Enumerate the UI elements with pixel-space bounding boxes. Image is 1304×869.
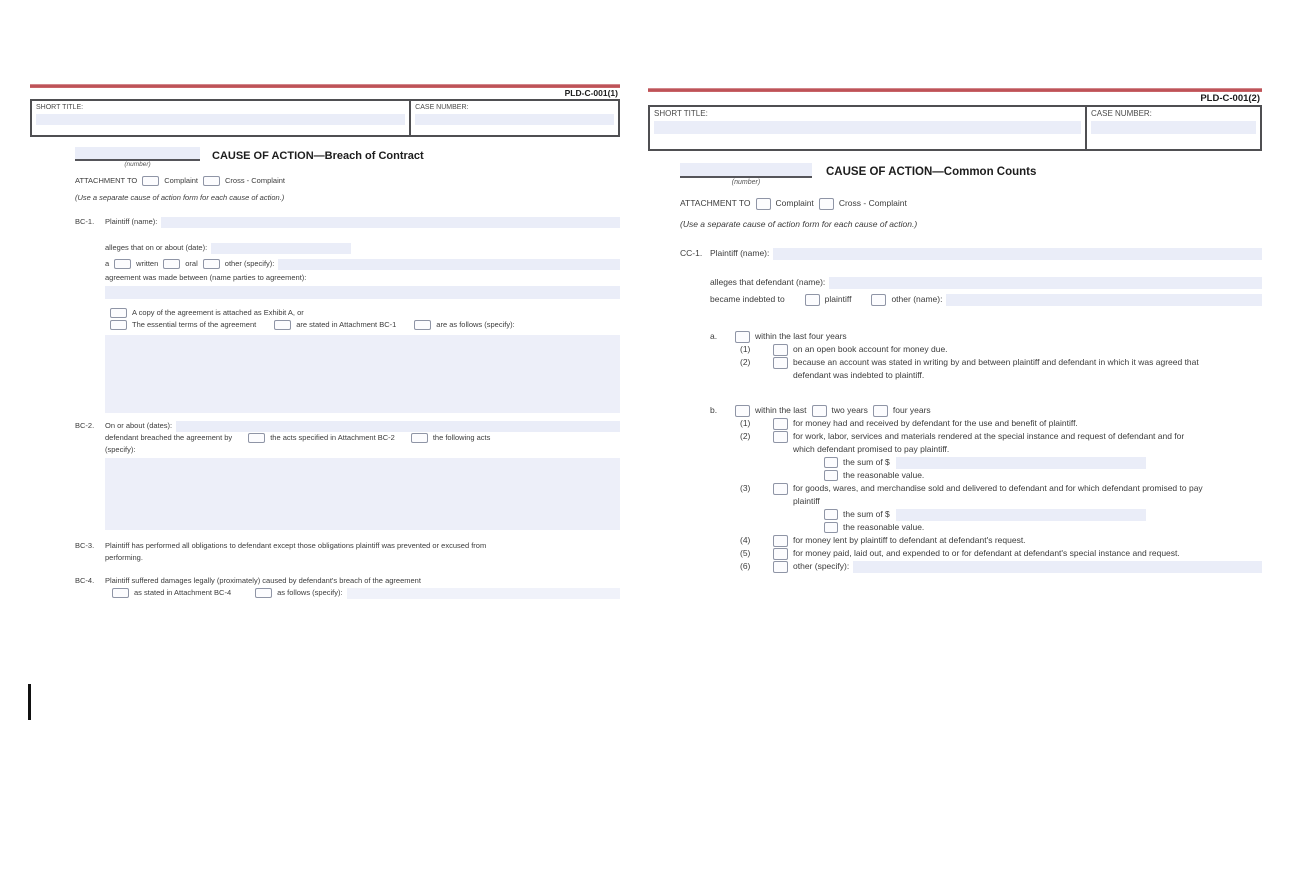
item-b2-row [740, 430, 1262, 456]
form-number: PLD-C-001(1) [564, 88, 618, 98]
case-number-input[interactable] [415, 114, 614, 125]
cc1-defendant-row [710, 276, 1262, 289]
made-between-label: agreement was made between (name parties to agreement): [105, 273, 307, 282]
checkbox-b3-sum[interactable] [824, 509, 838, 520]
checkbox-b6[interactable] [773, 561, 788, 573]
bc3-text: Plaintiff has performed all obligations to defendant except those obligations plaintiff was prevented or excused from performing. [105, 541, 487, 562]
attachment-to-label: ATTACHMENT TO [680, 198, 751, 208]
sum-of-label: the sum of $ [843, 457, 890, 467]
item-a2-row [740, 356, 1262, 382]
breached-by-label: defendant breached the agreement by [105, 433, 233, 442]
checkbox-b5[interactable] [773, 548, 788, 560]
defendant-name-field[interactable] [829, 277, 1262, 289]
case-number-cell [1087, 107, 1260, 149]
sub-number: (4) [740, 535, 751, 545]
checkbox-b2-sum[interactable] [824, 457, 838, 468]
checkbox-two-years[interactable] [812, 405, 827, 417]
breach-acts-field[interactable] [105, 458, 620, 530]
item-b1-row [740, 417, 1262, 430]
case-number-label: CASE NUMBER: [1091, 109, 1152, 118]
checkbox-b1[interactable] [773, 418, 788, 430]
case-number-cell [411, 101, 618, 135]
item-b3-row [740, 482, 1262, 508]
item-b-row [710, 404, 1262, 417]
checkbox-oral[interactable] [163, 259, 180, 269]
specify-label: (specify): [105, 445, 136, 454]
checkbox-b2[interactable] [773, 431, 788, 443]
number-input[interactable] [75, 147, 200, 161]
stated-bc1-label: are stated in Attachment BC-1 [296, 320, 397, 329]
as-follows-bc1-label: are as follows (specify): [436, 320, 515, 329]
article-label: a [105, 259, 110, 268]
instruction-note: (Use a separate cause of action form for each cause of action.) [680, 219, 918, 229]
sub-number: (2) [740, 431, 751, 441]
checkbox-b3-reasonable[interactable] [824, 522, 838, 533]
plaintiff-label: Plaintiff (name): [710, 248, 770, 258]
item-a1-text: on an open book account for money due. [793, 344, 948, 354]
plaintiff-name-field[interactable] [773, 248, 1262, 260]
short-title-cell [32, 101, 411, 135]
complaint-label: Complaint [775, 198, 814, 208]
alleges-label: alleges that defendant (name): [710, 277, 826, 287]
indebted-label: became indebted to [710, 294, 785, 304]
other-specify-field[interactable] [853, 561, 1262, 573]
checkbox-four-years[interactable] [873, 405, 888, 417]
bc1-agreement-type-row [105, 258, 620, 270]
checkbox-a2[interactable] [773, 357, 788, 369]
on-or-about-label: On or about (dates): [105, 421, 173, 430]
bc4-options-row [112, 587, 620, 599]
short-title-label: SHORT TITLE: [654, 109, 708, 118]
title-row [680, 163, 1262, 187]
checkbox-cross-complaint[interactable] [819, 198, 834, 210]
checkbox-as-follows-bc1[interactable] [414, 320, 431, 330]
case-number-label: CASE NUMBER: [415, 104, 469, 111]
sub-number: (6) [740, 561, 751, 571]
item-b2-text: for work, labor, services and materials rendered at the special instance and request of defendant and for which defendant promised to pay plaintiff. [793, 431, 1185, 454]
text-cursor-bar [28, 684, 31, 720]
item-b-intro: within the last [755, 405, 807, 415]
essential-terms-label: The essential terms of the agreement [132, 320, 257, 329]
complaint-label: Complaint [164, 176, 198, 185]
short-title-input[interactable] [36, 114, 405, 125]
checkbox-a[interactable] [735, 331, 750, 343]
checkbox-stated-bc4[interactable] [112, 588, 129, 598]
checkbox-complaint[interactable] [142, 176, 159, 186]
terms-field[interactable] [105, 335, 620, 413]
caption-box [30, 99, 620, 137]
bc2-specify-row [105, 444, 620, 456]
item-a-intro: within the last four years [755, 331, 847, 341]
item-b5-text: for money paid, laid out, and expended to or for defendant at defendant's special instance and request. [793, 548, 1180, 558]
bc4-text: Plaintiff suffered damages legally (proximately) caused by defendant's breach of the agreement [105, 576, 421, 585]
item-b2-reasonable-row [824, 469, 1262, 482]
item-a2-text: because an account was stated in writing by and between plaintiff and defendant in which it was agreed that defendant was indebted to plaintiff. [793, 357, 1199, 380]
short-title-label: SHORT TITLE: [36, 104, 84, 111]
date-field[interactable] [211, 243, 351, 254]
checkbox-indebted-other[interactable] [871, 294, 886, 306]
other-name-label: other (name): [891, 294, 943, 304]
attachment-row [680, 197, 1262, 210]
item-b3-text: for goods, wares, and merchandise sold and delivered to defendant and for which defendant promised to pay plaintiff [793, 483, 1203, 506]
cc1-indebted-row [710, 293, 1262, 306]
item-b4-text: for money lent by plaintiff to defendant at defendant's request. [793, 535, 1026, 545]
sub-number: (1) [740, 418, 751, 428]
number-caption: (number) [731, 179, 761, 186]
bc2-dates-row [75, 420, 620, 432]
bc1-parties-field-row [105, 286, 620, 299]
item-number: CC-1. [680, 248, 703, 258]
checkbox-a1[interactable] [773, 344, 788, 356]
item-letter: b. [710, 405, 718, 415]
checkbox-b2-reasonable[interactable] [824, 470, 838, 481]
item-number: BC-2. [75, 421, 95, 430]
bc2-breach-row [105, 432, 620, 444]
following-acts-label: the following acts [432, 433, 491, 442]
item-b1-text: for money had and received by defendant for the use and benefit of plaintiff. [793, 418, 1078, 428]
checkbox-acts-bc2[interactable] [248, 433, 265, 443]
b3-sum-field[interactable] [896, 509, 1146, 521]
form-page-breach-of-contract [30, 84, 620, 606]
item-number: BC-3. [75, 541, 95, 550]
checkbox-b3[interactable] [773, 483, 788, 495]
item-a1-row [740, 343, 1262, 356]
checkbox-copy-attached[interactable] [110, 308, 127, 318]
bc2-acts-field-row [105, 458, 620, 530]
item-b6-text: other (specify): [793, 561, 850, 571]
short-title-input[interactable] [654, 121, 1081, 134]
bc4-row [75, 575, 620, 587]
checkbox-b[interactable] [735, 405, 750, 417]
checkbox-stated-bc1[interactable] [274, 320, 291, 330]
four-years-label: four years [892, 405, 931, 415]
stated-bc4-label: as stated in Attachment BC-4 [134, 588, 232, 597]
item-b2-sum-row [824, 456, 1262, 469]
form-page-common-counts [648, 88, 1262, 600]
item-b5-row [740, 547, 1262, 560]
item-number: BC-4. [75, 576, 95, 585]
reasonable-value-label: the reasonable value. [843, 470, 925, 480]
item-letter: a. [710, 331, 718, 341]
item-number: BC-1. [75, 217, 95, 226]
sub-number: (1) [740, 344, 751, 354]
written-label: written [136, 259, 159, 268]
number-field-wrap [680, 163, 812, 187]
checkbox-essential-terms[interactable] [110, 320, 127, 330]
attachment-to-label: ATTACHMENT TO [75, 176, 138, 185]
item-b6-row [740, 560, 1262, 573]
checkbox-b4[interactable] [773, 535, 788, 547]
to-plaintiff-label: plaintiff [824, 294, 852, 304]
reasonable-value-label: the reasonable value. [843, 522, 925, 532]
checkbox-other-agreement[interactable] [203, 259, 220, 269]
as-follows-bc4-label: as follows (specify): [277, 588, 343, 597]
checkbox-cross-complaint[interactable] [203, 176, 220, 186]
caption-box [648, 105, 1262, 151]
two-years-label: two years [831, 405, 868, 415]
form-number: PLD-C-001(2) [1200, 93, 1260, 104]
instruction-note: (Use a separate cause of action form for each cause of action.) [75, 193, 285, 202]
item-a-row [710, 330, 1262, 343]
cc1-plaintiff-row [680, 247, 1262, 260]
other-name-field[interactable] [946, 294, 1262, 306]
bc4-specify-field[interactable] [347, 588, 620, 599]
sub-number: (2) [740, 357, 751, 367]
short-title-cell [650, 107, 1087, 149]
bc1-date-row [105, 242, 620, 254]
plaintiff-label: Plaintiff (name): [105, 217, 158, 226]
b2-sum-field[interactable] [896, 457, 1146, 469]
bc1-copy-row [110, 307, 620, 319]
alleges-label: alleges that on or about (date): [105, 243, 208, 252]
sub-number: (3) [740, 483, 751, 493]
number-input[interactable] [680, 163, 812, 178]
item-b3-sum-row [824, 508, 1262, 521]
sum-of-label: the sum of $ [843, 509, 890, 519]
copy-attached-label: A copy of the agreement is attached as Exhibit A, or [132, 308, 304, 317]
checkbox-written[interactable] [114, 259, 131, 269]
bc1-terms-row [110, 319, 620, 331]
bc3-row [75, 540, 620, 564]
case-number-input[interactable] [1091, 121, 1256, 134]
cross-complaint-label: Cross - Complaint [225, 176, 286, 185]
other-specify-label: other (specify): [224, 259, 275, 268]
item-b4-row [740, 534, 1262, 547]
number-caption: (number) [124, 161, 151, 168]
attachment-row [75, 175, 620, 187]
title-row [75, 147, 620, 169]
number-field-wrap [75, 147, 200, 169]
bc1-parties-label-row [105, 272, 620, 284]
checkbox-following-acts[interactable] [411, 433, 428, 443]
parties-field[interactable] [105, 286, 620, 299]
plaintiff-name-field[interactable] [161, 217, 620, 228]
checkbox-as-follows-bc4[interactable] [255, 588, 272, 598]
sub-number: (5) [740, 548, 751, 558]
dates-field[interactable] [176, 421, 620, 432]
page-title: CAUSE OF ACTION—Common Counts [826, 166, 1037, 178]
page-title: CAUSE OF ACTION—Breach of Contract [212, 150, 424, 162]
acts-specified-label: the acts specified in Attachment BC-2 [270, 433, 395, 442]
other-specify-field[interactable] [278, 259, 620, 270]
bc1-plaintiff-row [75, 216, 620, 228]
bc1-terms-field-row [105, 335, 620, 413]
item-b3-reasonable-row [824, 521, 1262, 534]
cross-complaint-label: Cross - Complaint [838, 198, 907, 208]
checkbox-indebted-plaintiff[interactable] [805, 294, 820, 306]
oral-label: oral [185, 259, 198, 268]
checkbox-complaint[interactable] [756, 198, 771, 210]
